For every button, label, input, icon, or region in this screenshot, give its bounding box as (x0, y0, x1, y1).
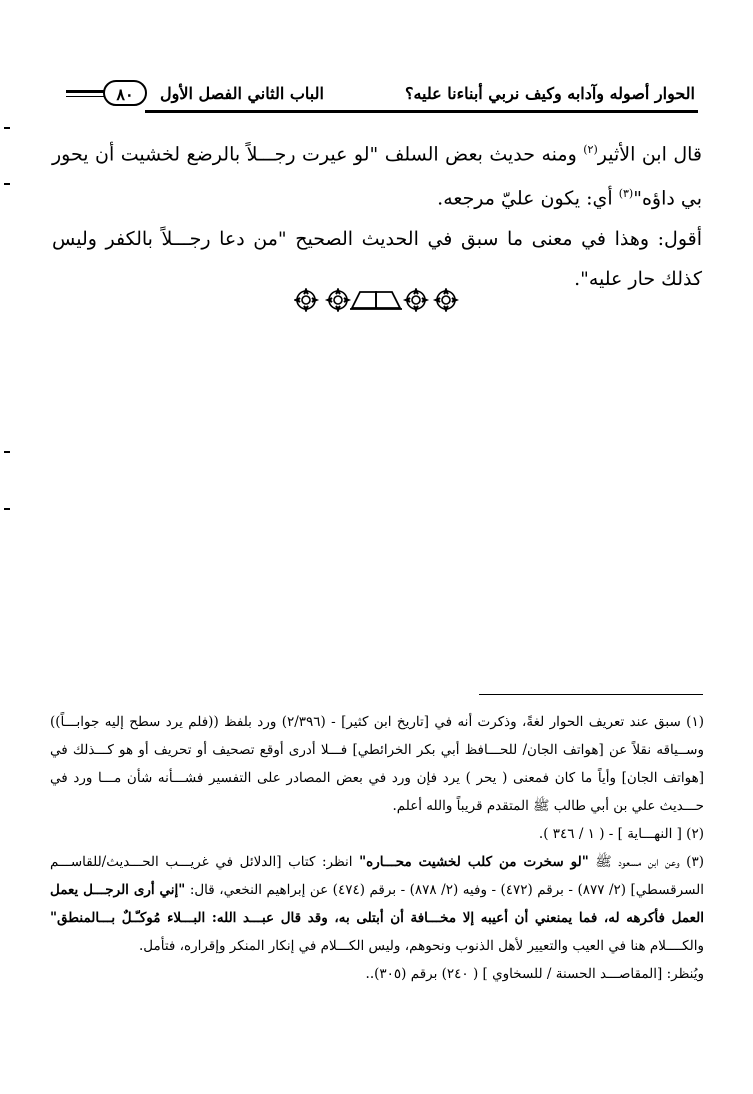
header-rule (66, 90, 104, 93)
footnotes (50, 708, 704, 988)
margin-mark (4, 451, 10, 453)
header-underline (145, 110, 698, 113)
footnote-3-continued: ويُنظر: [المقاصـــد الحسنة / للسخاوي ] ( ٢٤٠) برقم (٣٠٥).. (365, 966, 704, 982)
header-rule (66, 96, 104, 97)
open-book-icon (350, 292, 402, 309)
footnote-separator (479, 694, 703, 695)
margin-mark (4, 127, 10, 129)
chapter-label: الباب الثاني الفصل الأول (160, 84, 324, 103)
footnote-3: (٣) وعن ابن مسعود ﷺ "لو سخرت من كلب لخشيت محـــاره" انظر: كتاب [الدلائل في غريـــب الحـــديث/للقاســـم السرقسطي] (٢/ ٨٧٧) - برقم (٤٧٢) - وفيه (٢/ ٨٧٨) - برقم (٤٧٤) عن إبراهيم النخعي، قال: "إني أرى الرجـــل يعمل العمل فأكرهه له، فما يمنعني أن أعيبه إلا مخـــافة أن أبتلى به، وقد قال عبـــد الله: البـــلاء مُوكـّـلٌ بـــالمنطق" والكــــلام هنا في العيب والتعيير لأهل الذنوب ونحوهم، وليس الكـــلام في إنكار المنكر وإقراره، فتأمل. (50, 854, 704, 954)
running-header (0, 80, 753, 120)
page-number: ٨٠ (103, 80, 147, 106)
flower-icon (405, 289, 427, 311)
flower-icon (327, 289, 349, 311)
footnote-ref: (٣) (618, 187, 634, 201)
main-text (52, 130, 702, 299)
flower-icon (435, 289, 457, 311)
flower-icon (295, 289, 317, 311)
margin-mark (4, 508, 10, 510)
paragraph-1: قال ابن الأثير$^{(٢)}$ ومنه حديث بعض السلف "لو عيرت رجـــلاً بالرضع لخشيت أن يحور بي داؤه"$^{(٣)}$ أي: يكون عليّ مرجعه. (52, 143, 702, 210)
section-ornament (294, 288, 459, 312)
margin-mark (4, 183, 10, 185)
footnote-ref: (٢) (583, 143, 598, 156)
book-title: الحوار أصوله وآدابه وكيف نربي أبناءنا عليه؟ (404, 84, 695, 103)
footnote-2: (٢) [ النهـــاية ] - ( ١ / ٣٤٦ ). (538, 826, 704, 842)
footnote-1: (١) سبق عند تعريف الحوار لغةً، وذكرت أنه في [تاريخ ابن كثير] - (٢/٣٩٦) ورد بلفظ ((فلم يرد سطح إليه جوابـــاً)) وســياقه نقلاً عن [هواتف الجان/ للحـــافظ أبي بكر الخرائطي] فـــلا أدرى أوقع تصحيف أو تحريف أو هو كـــذلك في [هواتف الجان] وأياً ما كان فمعنى ( يحر ) يرد فإن ورد في بعض المصادر على التفسير فشـــأنه شأن مـــا ورد في حـــديث علي بن أبي طالب ﷺ المتقدم قريباً والله أعلم. (50, 714, 704, 814)
paragraph-2: أقول: وهذا في معنى ما سبق في الحديث الصحيح "من دعا رجـــلاً بالكفر وليس كذلك حار عليه". (52, 227, 702, 290)
